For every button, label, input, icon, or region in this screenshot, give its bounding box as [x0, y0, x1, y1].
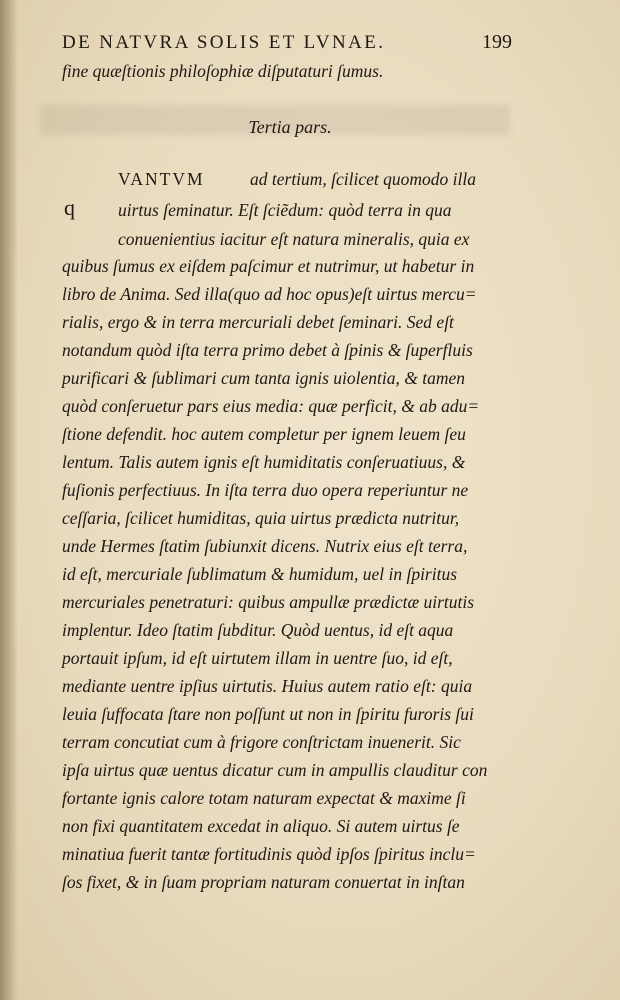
text-line: leuia ſuffocata ſtare non poſſunt ut non in ſpiritu furoris ſui	[62, 704, 474, 724]
text-line: quòd conſeruetur pars eius media: quæ perficit, & ab adu=	[62, 396, 480, 416]
text-line: rialis, ergo & in terra mercuriali debet ſeminari. Sed eſt	[62, 312, 454, 332]
text-line: purificari & ſublimari cum tanta ignis uiolentia, & tamen	[62, 368, 465, 388]
text-line: ſtione defendit. hoc autem completur per ignem leuem ſeu	[62, 424, 466, 444]
text-line: fortante ignis calore totam naturam expectat & maxime ſi	[62, 788, 466, 808]
text-line: mercuriales penetraturi: quibus ampullæ prædictæ uirtutis	[62, 592, 475, 612]
text-line: minatiua fuerit tantæ fortitudinis quòd ipſos ſpiritus inclu=	[62, 844, 476, 864]
binding-gutter	[0, 0, 18, 1000]
text-line: libro de Anima. Sed illa(quo ad hoc opus)eſt uirtus mercu=	[62, 284, 477, 304]
text-line: non fixi quantitatem excedat in aliquo. Si autem uirtus ſe	[62, 816, 460, 836]
text-line: lentum. Talis autem ignis eſt humiditatis conſeruatiuus, &	[62, 452, 466, 472]
text-line: terram concutiat cum à frigore conſtrictam inuenerit. Sic	[62, 732, 461, 752]
text-line: portauit ipſum, id eſt uirtutem illam in uentre ſuo, id eſt,	[62, 648, 453, 668]
text-line: ipſa uirtus quæ uentus dicatur cum in ampullis clauditur con	[62, 760, 488, 780]
text-line: id eſt, mercuriale ſublimatum & humidum, uel in ſpiritus	[62, 564, 458, 584]
text-line: fuſionis perfectiuus. In iſta terra duo opera reperiuntur ne	[62, 480, 469, 500]
page-header	[62, 30, 512, 60]
text-line: implentur. Ideo ſtatim ſubditur. Quòd uentus, id eſt aqua	[62, 620, 454, 640]
text-line: ad tertium, ſcilicet quomodo illa	[250, 169, 477, 189]
guide-letter: q	[64, 195, 75, 220]
text-line: notandum quòd iſta terra primo debet à ſpinis & ſuperfluis	[62, 340, 473, 360]
text-line: unde Hermes ſtatim ſubiunxit dicens. Nutrix eius eſt terra,	[62, 536, 468, 556]
text-line: fine quæſtionis philoſophiæ diſputaturi ſumus.	[62, 61, 384, 81]
running-head: DE NATVRA SOLIS ET LVNAE.	[62, 32, 386, 53]
text-line: uirtus ſeminatur. Eſt ſciẽdum: quòd terra in qua	[118, 200, 452, 220]
section-title: Tertia pars.	[248, 117, 332, 137]
text-line: conuenientius iacitur eſt natura mineralis, quia ex	[118, 229, 470, 249]
text-line: quibus ſumus ex eiſdem paſcimur et nutrimur, ut habetur in	[62, 256, 475, 276]
text-line: ceſſaria, ſcilicet humiditas, quia uirtus prædicta nutritur,	[62, 508, 460, 528]
page-number: 199	[482, 31, 512, 53]
lead-capitals: VANTVM	[118, 169, 205, 189]
text-line: mediante uentre ipſius uirtutis. Huius autem ratio eſt: quia	[62, 676, 473, 696]
text-line: ſos fixet, & in ſuam propriam naturam conuertat in inſtan	[62, 872, 465, 892]
